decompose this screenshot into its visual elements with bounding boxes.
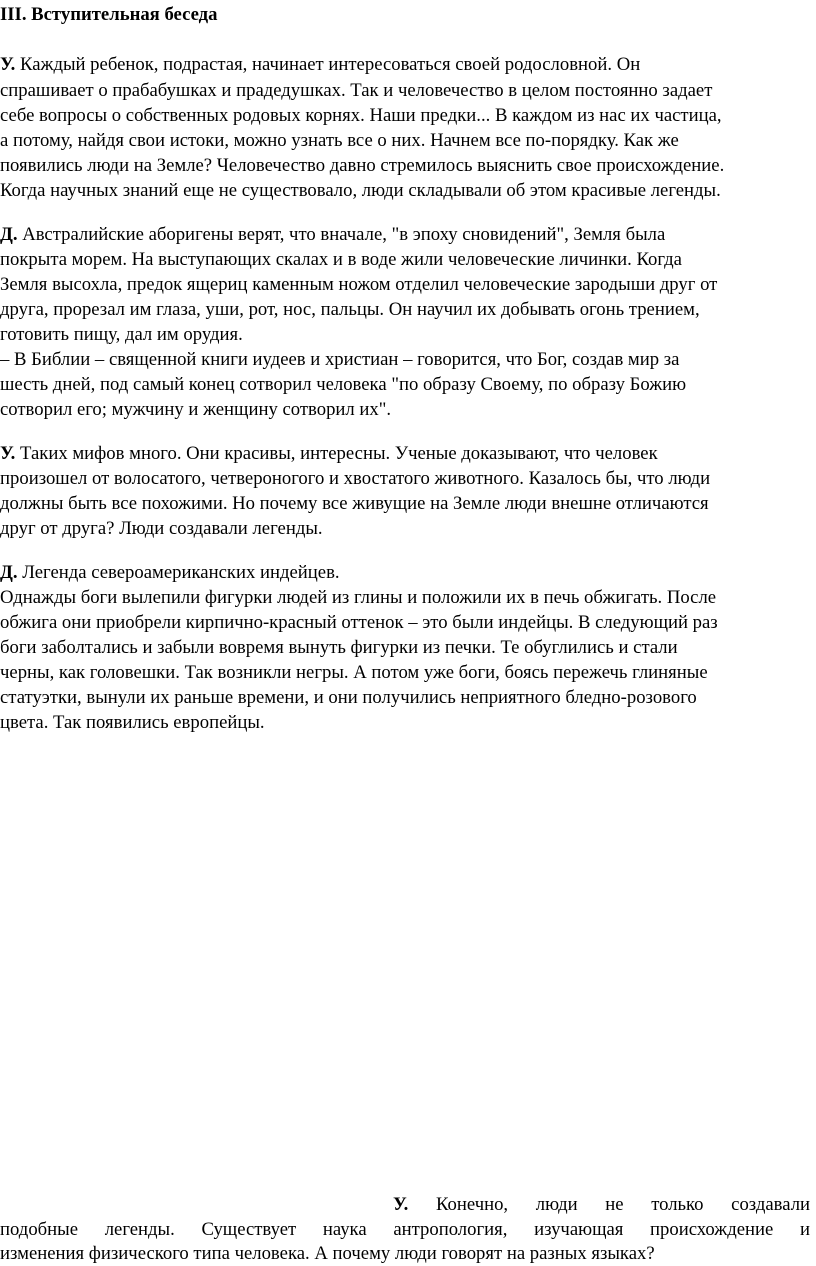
paragraph-2-line-3: Земля высохла, предок ящериц каменным ножом отделил человеческие зародыши друг от	[0, 274, 718, 295]
paragraph-5-line-2: подобные легенды. Существует наука антропология, изучающая происхождение и	[0, 1219, 810, 1240]
paragraph-1-line-4: а потому, найдя свои истоки, можно узнать все о них. Начнем все по-порядку. Как же	[0, 130, 679, 151]
paragraph-4-line-5: черны, как головешки. Так возникли негры. А потом уже боги, боясь пережечь глиняные	[0, 662, 708, 683]
paragraph-1-line-6: Когда научных знаний еще не существовало, люди складывали об этом красивые легенды.	[0, 180, 721, 201]
paragraph-4-line-6: статуэтки, вынули их раньше времени, и они получились неприятного бледно-розового	[0, 687, 697, 708]
paragraph-2-line-6: – В Библии – священной книги иудеев и христиан – говорится, что Бог, создав мир за	[0, 349, 680, 370]
section-heading: III. Вступительная беседа	[0, 4, 218, 25]
paragraph-3-line-1: У. Таких мифов много. Они красивы, интересны. Ученые доказывают, что человек	[0, 443, 658, 464]
paragraph-1-line-5: появились люди на Земле? Человечество давно стремилось выяснить свое происхождение.	[0, 155, 725, 176]
paragraph-2-line-4: друга, прорезал им глаза, уши, рот, нос, пальцы. Он научил их добывать огонь трением,	[0, 299, 700, 320]
paragraph-5-line-1: У. Конечно, люди не только создавали	[393, 1194, 811, 1215]
paragraph-2-line-2: покрыта морем. На выступающих скалах и в воде жили человеческие личинки. Когда	[0, 249, 682, 270]
paragraph-2-line-5: готовить пищу, дал им орудия.	[0, 324, 243, 345]
paragraph-5-line-3: изменения физического типа человека. А почему люди говорят на разных языках?	[0, 1243, 655, 1264]
paragraph-2-line-7: шесть дней, под самый конец сотворил человека "по образу Своему, по образу Божию	[0, 374, 687, 395]
paragraph-2-line-1: Д. Австралийские аборигены верят, что вначале, "в эпоху сновидений", Земля была	[0, 224, 666, 245]
speaker-label: У.	[393, 1194, 409, 1215]
paragraph-4-line-4: боги заболтались и забыли вовремя вынуть фигурки из печки. Те обуглились и стали	[0, 637, 678, 658]
speaker-label: Д.	[0, 562, 18, 583]
speaker-label: У.	[0, 54, 16, 75]
paragraph-4-line-3: обжига они приобрели кирпично-красный оттенок – это были индейцы. В следующий раз	[0, 612, 718, 633]
paragraph-4-line-1: Д. Легенда североамериканских индейцев.	[0, 562, 340, 583]
paragraph-3-line-4: друг от друга? Люди создавали легенды.	[0, 518, 323, 539]
paragraph-4-line-7: цвета. Так появились европейцы.	[0, 712, 265, 733]
paragraph-1-line-3: себе вопросы о собственных родовых корнях. Наши предки... В каждом из нас их частица,	[0, 105, 722, 126]
paragraph-1-line-2: спрашивает о прабабушках и прадедушках. Так и человечество в целом постоянно задает	[0, 80, 713, 101]
paragraph-2-line-8: сотворил его; мужчину и женщину сотворил их".	[0, 399, 392, 420]
speaker-label: Д.	[0, 224, 18, 245]
paragraph-4-line-2: Однажды боги вылепили фигурки людей из глины и положили их в печь обжигать. После	[0, 587, 717, 608]
paragraph-3-line-2: произошел от волосатого, четвероногого и хвостатого животного. Казалось бы, что люди	[0, 468, 711, 489]
paragraph-1-line-1: У. Каждый ребенок, подрастая, начинает интересоваться своей родословной. Он	[0, 54, 641, 75]
paragraph-3-line-3: должны быть все похожими. Но почему все живущие на Земле люди внешне отличаются	[0, 493, 709, 514]
speaker-label: У.	[0, 443, 16, 464]
